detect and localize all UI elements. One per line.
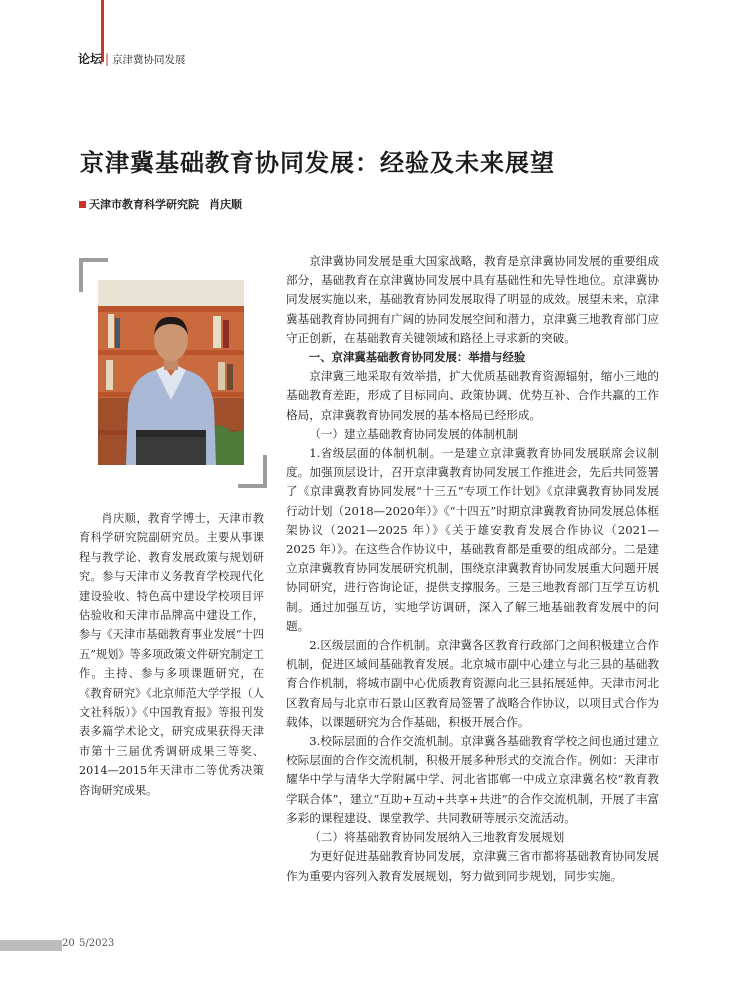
planning-paragraph: 为更好促进基础教育协同发展，京津冀三省市都将基础教育协同发展作为重要内容列入教育发展规划，努力做到同步规划，同步实施。	[286, 849, 659, 883]
page-number: 20	[62, 938, 75, 949]
author-portrait	[98, 280, 244, 465]
article-body	[286, 252, 659, 886]
subsection-label: 京津冀协同发展	[112, 54, 186, 66]
section-label: 论坛	[78, 52, 103, 66]
section-heading: 一、京津冀基础教育协同发展：举措与经验	[308, 350, 526, 365]
byline	[79, 196, 242, 212]
author-bio: 肖庆顺，教育学博士，天津市教育科学研究院副研究员。主要从事课程与教学论、教育发展政策与规划研究。参与天津市义务教育学校现代化建设验收、特色高中建设学校项目评估验收和天津市品牌高中建设工作，参与《天津市基础教育事业发展“十四五”规划》等多项政策文件研究制定工作。主持、参与多项课题研究，在《教育研究》《北京师范大学学报（人文社科版）》《中国教育报》等报刊发表多篇学术论文，研究成果获得天津市第十三届优秀调研成果三等奖、2014—2015年天津市二等优秀决策咨询研究成果。	[79, 512, 264, 797]
page-footer	[0, 937, 120, 951]
section-separator: |	[105, 52, 110, 66]
subsection-heading: （一）建立基础教育协同发展的体制机制	[309, 426, 518, 441]
byline-square-icon	[79, 201, 86, 208]
intro-paragraph: 京津冀协同发展是重大国家战略，教育是京津冀协同发展的重要组成部分，基础教育在京津冀协同发展中具有基础性和先导性地位。京津冀协同发展实施以来，基础教育协同发展取得了明显的成效。展望未来，京津冀基础教育协同拥有广阔的协同发展空间和潜力，京津冀三地教育部门应守正创新，在基础教育关键领域和路径上寻求新的突破。	[286, 254, 659, 345]
article-title: 京津冀基础教育协同发展：经验及未来展望	[80, 149, 555, 177]
footer-bar	[0, 940, 62, 951]
section-intro-paragraph: 京津冀三地采取有效举措，扩大优质基础教育资源辐射，缩小三地的基础教育差距，形成了目标同向、政策协调、优势互补、合作共赢的工作格局，京津冀教育协同发展的基本格局已经形成。	[286, 369, 659, 422]
section-tag	[78, 50, 186, 67]
author-name: 肖庆顺	[209, 198, 242, 211]
author-institution: 天津市教育科学研究院	[89, 198, 199, 211]
subsection-heading-2: （二）将基础教育协同发展纳入三地教育发展规划	[309, 830, 565, 845]
issue-number: 5/2023	[79, 938, 115, 949]
district-mechanism-paragraph: 2.区级层面的合作机制。京津冀各区教育行政部门之间积极建立合作机制，促进区域间基础教育发展。北京城市副中心建立与北三县的基础教育合作机制，将城市副中心优质教育资源向北三县拓展延伸。天津市河北区教育局与北京市石景山区教育局签署了战略合作协议，以项目式合作为载体，以课题研究为合作基础，积极开展合作。	[286, 638, 659, 729]
school-mechanism-paragraph: 3.校际层面的合作交流机制。京津冀各基础教育学校之间也通过建立校际层面的合作交流机制，积极开展多种形式的交流合作。例如：天津市耀华中学与清华大学附属中学、河北省邯郸一中成立京津冀名校“教育教学联合体”，建立“互助+互动+共享+共进”的合作交流机制，开展了丰富多彩的课程建设、课堂教学、共同教研等展示交流活动。	[286, 734, 659, 825]
provincial-mechanism-paragraph: 1.省级层面的体制机制。一是建立京津冀教育协同发展联席会议制度。加强顶层设计，召开京津冀教育协同发展工作推进会，先后共同签署了《京津冀教育协同发展“十三五”专项工作计划》《京津冀教育协同发展行动计划（2018—2020年）》《“十四五”时期京津冀教育协同发展总体框架协议（2021—2025 年）》《关于雄安教育发展合作协议（2021—2025 年）》。在这些合作协议中，基础教育都是重要的组成部分。二是建立京津冀教育协同发展研究机制，围绕京津冀教育协同发展重大问题开展协同研究，进行咨询论证，提供支撑服务。三是三地教育部门互学互访机制。通过加强互访，实地学访调研，深入了解三地基础教育发展中的问题。	[286, 446, 659, 633]
